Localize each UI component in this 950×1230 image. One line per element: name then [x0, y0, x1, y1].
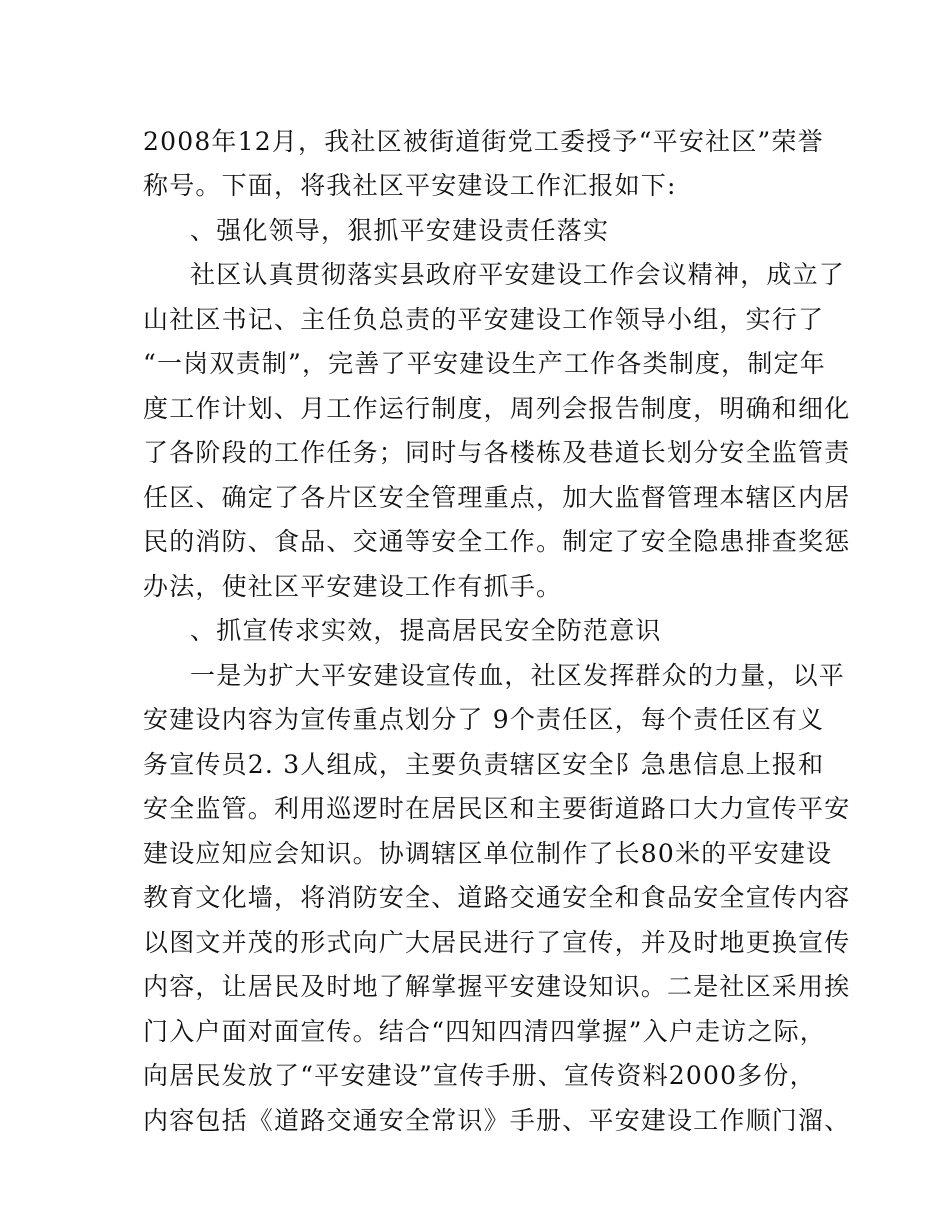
section-heading: 、强化领导，狠抓平安建设责任落实	[190, 216, 610, 245]
text-line: 向居民发放了“平安建设”宣传手册、宣传资料2000多份，	[143, 1061, 816, 1090]
text-line: 门入户面对面宣传。结合“四知四清四掌握”入户走访之际，	[143, 1017, 826, 1046]
text-line: 一是为扩大平安建设宣传血，社区发挥群众的力量，以平	[190, 661, 846, 690]
text-line: 2008年12月，我社区被街道街党工委授予“平安社区”荣誉	[143, 127, 824, 156]
text-line: 社区认真贯彻落实县政府平安建设工作会议精神，成立了	[190, 260, 846, 289]
text-line: 务宣传员2. 3人组成，主要负责辖区安全阝急患信息上报和	[143, 750, 825, 779]
text-line: 内容包括《道路交通安全常识》手册、平安建设工作顺门溜、	[143, 1106, 851, 1135]
text-line: 教育文化墙，将消防安全、道路交通安全和食品安全宣传内容	[143, 883, 851, 912]
text-line: “一岗双责制”，完善了平安建设生产工作各类制度，制定年	[143, 349, 826, 378]
text-line: 度工作计划、月工作运行制度，周列会报告制度，明确和细化	[143, 394, 851, 423]
text-line: 任区、确定了各片区安全管理重点，加大监督管理本辖区内居	[143, 483, 851, 512]
text-line: 办法，使社区平安建设工作有抓手。	[143, 572, 563, 601]
text-line: 安建设内容为宣传重点划分了 9个责任区，每个责任区有义	[143, 705, 825, 734]
text-line: 内容，让居民及时地了解掌握平安建设知识。二是社区采用挨	[143, 972, 851, 1001]
text-line: 建设应知应会知识。协调辖区单位制作了长80米的平安建设	[143, 839, 833, 868]
text-line: 民的消防、食品、交通等安全工作。制定了安全隐患排查奖惩	[143, 527, 851, 556]
text-line: 安全监管。利用巡逻时在居民区和主要街道路口大力宣传平安	[143, 794, 851, 823]
text-line: 山社区书记、主任负总责的平安建设工作领导小组，实行了	[143, 305, 825, 334]
text-line: 以图文并茂的形式向广大居民进行了宣传，并及时地更换宣传	[143, 928, 851, 957]
text-line: 了各阶段的工作任务；同时与各楼栋及巷道长划分安全监管责	[143, 438, 851, 467]
section-heading: 、抓宣传求实效，提高居民安全防范意识	[190, 616, 662, 645]
text-line: 称号。下面，将我社区平安建设工作汇报如下:	[143, 171, 677, 200]
